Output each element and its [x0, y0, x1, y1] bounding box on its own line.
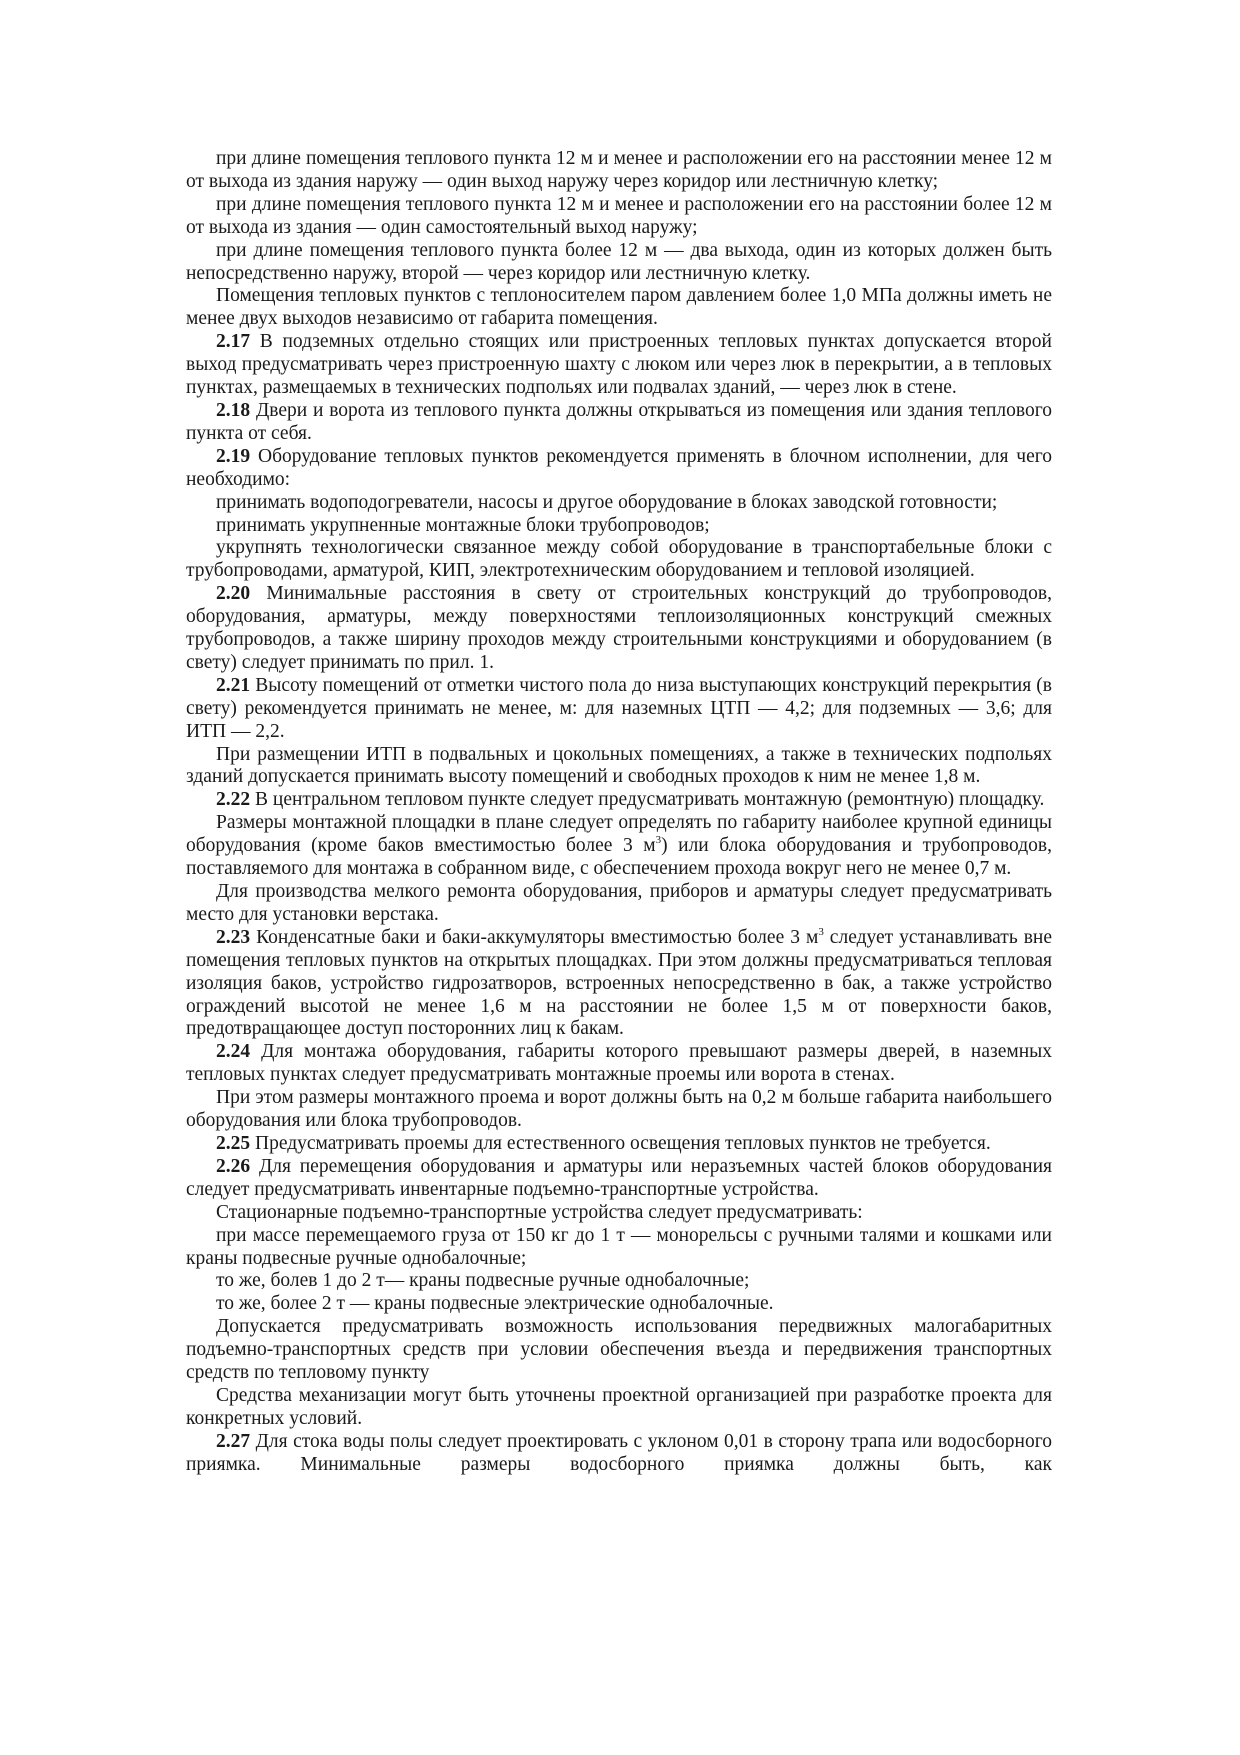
- paragraph-exit-rule-2: при длине помещения теплового пункта 12 м и менее и расположении его на расстоянии более 12 м от выхода из здания — один самостоятельный выход наружу;: [186, 193, 1052, 238]
- clause-2-17: [186, 331, 1052, 400]
- clause-2-21: [186, 675, 1052, 744]
- clause-2-25: [186, 1133, 1052, 1156]
- superscript: 3: [655, 834, 662, 847]
- document-page: [186, 148, 1052, 1477]
- clause-text: Для стока воды полы следует проектировать с уклоном 0,01 в сторону трапа или водосборного приямка. Минимальные размеры водосборного приямка должны быть, как: [186, 1430, 1052, 1475]
- paragraph-2-26-d: то же, более 2 т — краны подвесные электрические однобалочные.: [216, 1293, 774, 1315]
- clause-2-18: [186, 400, 1052, 446]
- clause-number: 2.17: [216, 331, 251, 353]
- clause-text: Оборудование тепловых пунктов рекомендуется применять в блочном исполнении, для чего необходимо:: [186, 445, 1052, 490]
- paragraph-2-21-a: При размещении ИТП в подвальных и цокольных помещениях, а также в технических подпольях зданий допускается принимать высоту помещений и свободных проходов к ним не менее 1,8 м.: [186, 743, 1052, 788]
- superscript: 3: [818, 925, 824, 938]
- clause-number: 2.25: [216, 1132, 251, 1154]
- clause-text: Минимальные расстояния в свету от строительных конструкций до трубопроводов, оборудования, арматуры, между поверхностями теплоизоляционных конструкций смежных трубопроводов, а также ширину проходов между строительными конструкциями и оборудованием (в свету) следует принимать по прил. 1.: [186, 583, 1053, 673]
- clause-2-22: [186, 789, 1052, 812]
- paragraph-2-26-c: то же, болев 1 до 2 т— краны подвесные ручные однобалочные;: [216, 1270, 750, 1292]
- clause-text: Для перемещения оборудования и арматуры или неразъемных частей блоков оборудования следует предусматривать инвентарные подъемно-транспортные устройства.: [186, 1155, 1052, 1200]
- clause-text: В центральном тепловом пункте следует предусматривать монтажную (ремонтную) площадку.: [255, 789, 1045, 811]
- paragraph-2-26-f: Средства механизации могут быть уточнены проектной организацией при разработке проекта для конкретных условий.: [186, 1384, 1052, 1429]
- paragraph-steam-exits: Помещения тепловых пунктов с теплоносителем паром давлением более 1,0 МПа должны иметь не менее двух выходов независимо от габарита помещения.: [186, 285, 1052, 330]
- paragraph-2-19-c: укрупнять технологически связанное между собой оборудование в транспортабельные блоки с трубопроводами, арматурой, КИП, электротехническим оборудованием и тепловой изоляцией.: [186, 537, 1052, 582]
- paragraph-2-26-b: при массе перемещаемого груза от 150 кг до 1 т — монорельсы с ручными талями и кошками или краны подвесные ручные однобалочные;: [186, 1224, 1052, 1269]
- paragraph-2-19-b: принимать укрупненные монтажные блоки трубопроводов;: [216, 514, 710, 536]
- paragraph-exit-rule-3: при длине помещения теплового пункта более 12 м — два выхода, один из которых должен быть непосредственно наружу, второй — через коридор или лестничную клетку.: [186, 239, 1052, 284]
- paragraph-2-26-e: Допускается предусматривать возможность использования передвижных малогабаритных подъемно-транспортных средств при условии обеспечения въезда и передвижения транспортных средств по тепловому пункту: [186, 1316, 1052, 1384]
- text-part: ) или блока оборудования и трубопроводов, поставляемого для монтажа в собранном виде, с обеспечением прохода вокруг него не менее 0,7 м.: [186, 835, 1052, 880]
- clause-number: 2.24: [216, 1041, 251, 1063]
- clause-number: 2.27: [216, 1430, 251, 1452]
- clause-2-20: [186, 583, 1052, 675]
- text-part: Конденсатные баки и баки-аккумуляторы вместимостью более 3 м: [256, 926, 819, 948]
- clause-number: 2.22: [216, 789, 251, 811]
- clause-2-27: [186, 1431, 1052, 1477]
- clause-2-24: [186, 1041, 1052, 1087]
- clause-number: 2.20: [216, 583, 251, 605]
- clause-text: Для монтажа оборудования, габариты которого превышают размеры дверей, в наземных тепловых пунктах следует предусматривать монтажные проемы или ворота в стенах.: [186, 1041, 1053, 1086]
- clause-2-23: [186, 927, 1052, 1042]
- text-part: Размеры монтажной площадки в плане следует определять по габариту наиболее крупной единицы оборудования (кроме баков вместимостью более 3 м: [186, 812, 1052, 857]
- paragraph-2-22-b: Для производства мелкого ремонта оборудования, приборов и арматуры следует предусматривать место для установки верстака.: [186, 881, 1052, 925]
- clause-text: Предусматривать проемы для естественного освещения тепловых пунктов не требуется.: [255, 1132, 991, 1154]
- clause-text: Двери и ворота из теплового пункта должны открываться из помещения или здания теплового пункта от себя.: [186, 399, 1052, 444]
- clause-text: В подземных отдельно стоящих или пристроенных тепловых пунктах допускается второй выход предусматривать через пристроенную шахту с люком или через люк в перекрытии, а в тепловых пунктах, размещаемых в технических подпольях или подвалах зданий, — через люк в стене.: [186, 331, 1052, 399]
- clause-2-26: [186, 1156, 1052, 1202]
- clause-number: 2.18: [216, 399, 251, 421]
- paragraph-2-22-a: [186, 812, 1052, 881]
- text-part: следует устанавливать вне помещения тепловых пунктов на открытых площадках. При этом должны предусматриваться тепловая изоляция баков, устройство гидрозатворов, встроенных непосредственно в бак, а также устройство ограждений высотой не менее 1,6 м на расстоянии не более 1,5 м от поверхности баков, предотвращающее доступ посторонних лиц к бакам.: [186, 926, 1053, 1040]
- clause-number: 2.21: [216, 674, 251, 696]
- clause-number: 2.19: [216, 445, 251, 467]
- paragraph-2-26-a: Стационарные подъемно-транспортные устройства следует предусматривать:: [216, 1201, 863, 1223]
- clause-number: 2.23: [216, 926, 251, 948]
- paragraph-exit-rule-1: при длине помещения теплового пункта 12 м и менее и расположении его на расстоянии менее 12 м от выхода из здания наружу — один выход наружу через коридор или лестничную клетку;: [186, 148, 1052, 192]
- clause-text: Высоту помещений от отметки чистого пола до низа выступающих конструкций перекрытия (в свету) рекомендуется принимать не менее, м: для наземных ЦТП — 4,2; для подземных — 3,6; для ИТП — 2,2.: [186, 674, 1053, 742]
- paragraph-2-24-a: При этом размеры монтажного проема и ворот должны быть на 0,2 м больше габарита наибольшего оборудования или блока трубопроводов.: [186, 1087, 1052, 1132]
- clause-number: 2.26: [216, 1155, 251, 1177]
- clause-2-19: [186, 446, 1052, 492]
- paragraph-2-19-a: принимать водоподогреватели, насосы и другое оборудование в блоках заводской готовности;: [216, 491, 998, 513]
